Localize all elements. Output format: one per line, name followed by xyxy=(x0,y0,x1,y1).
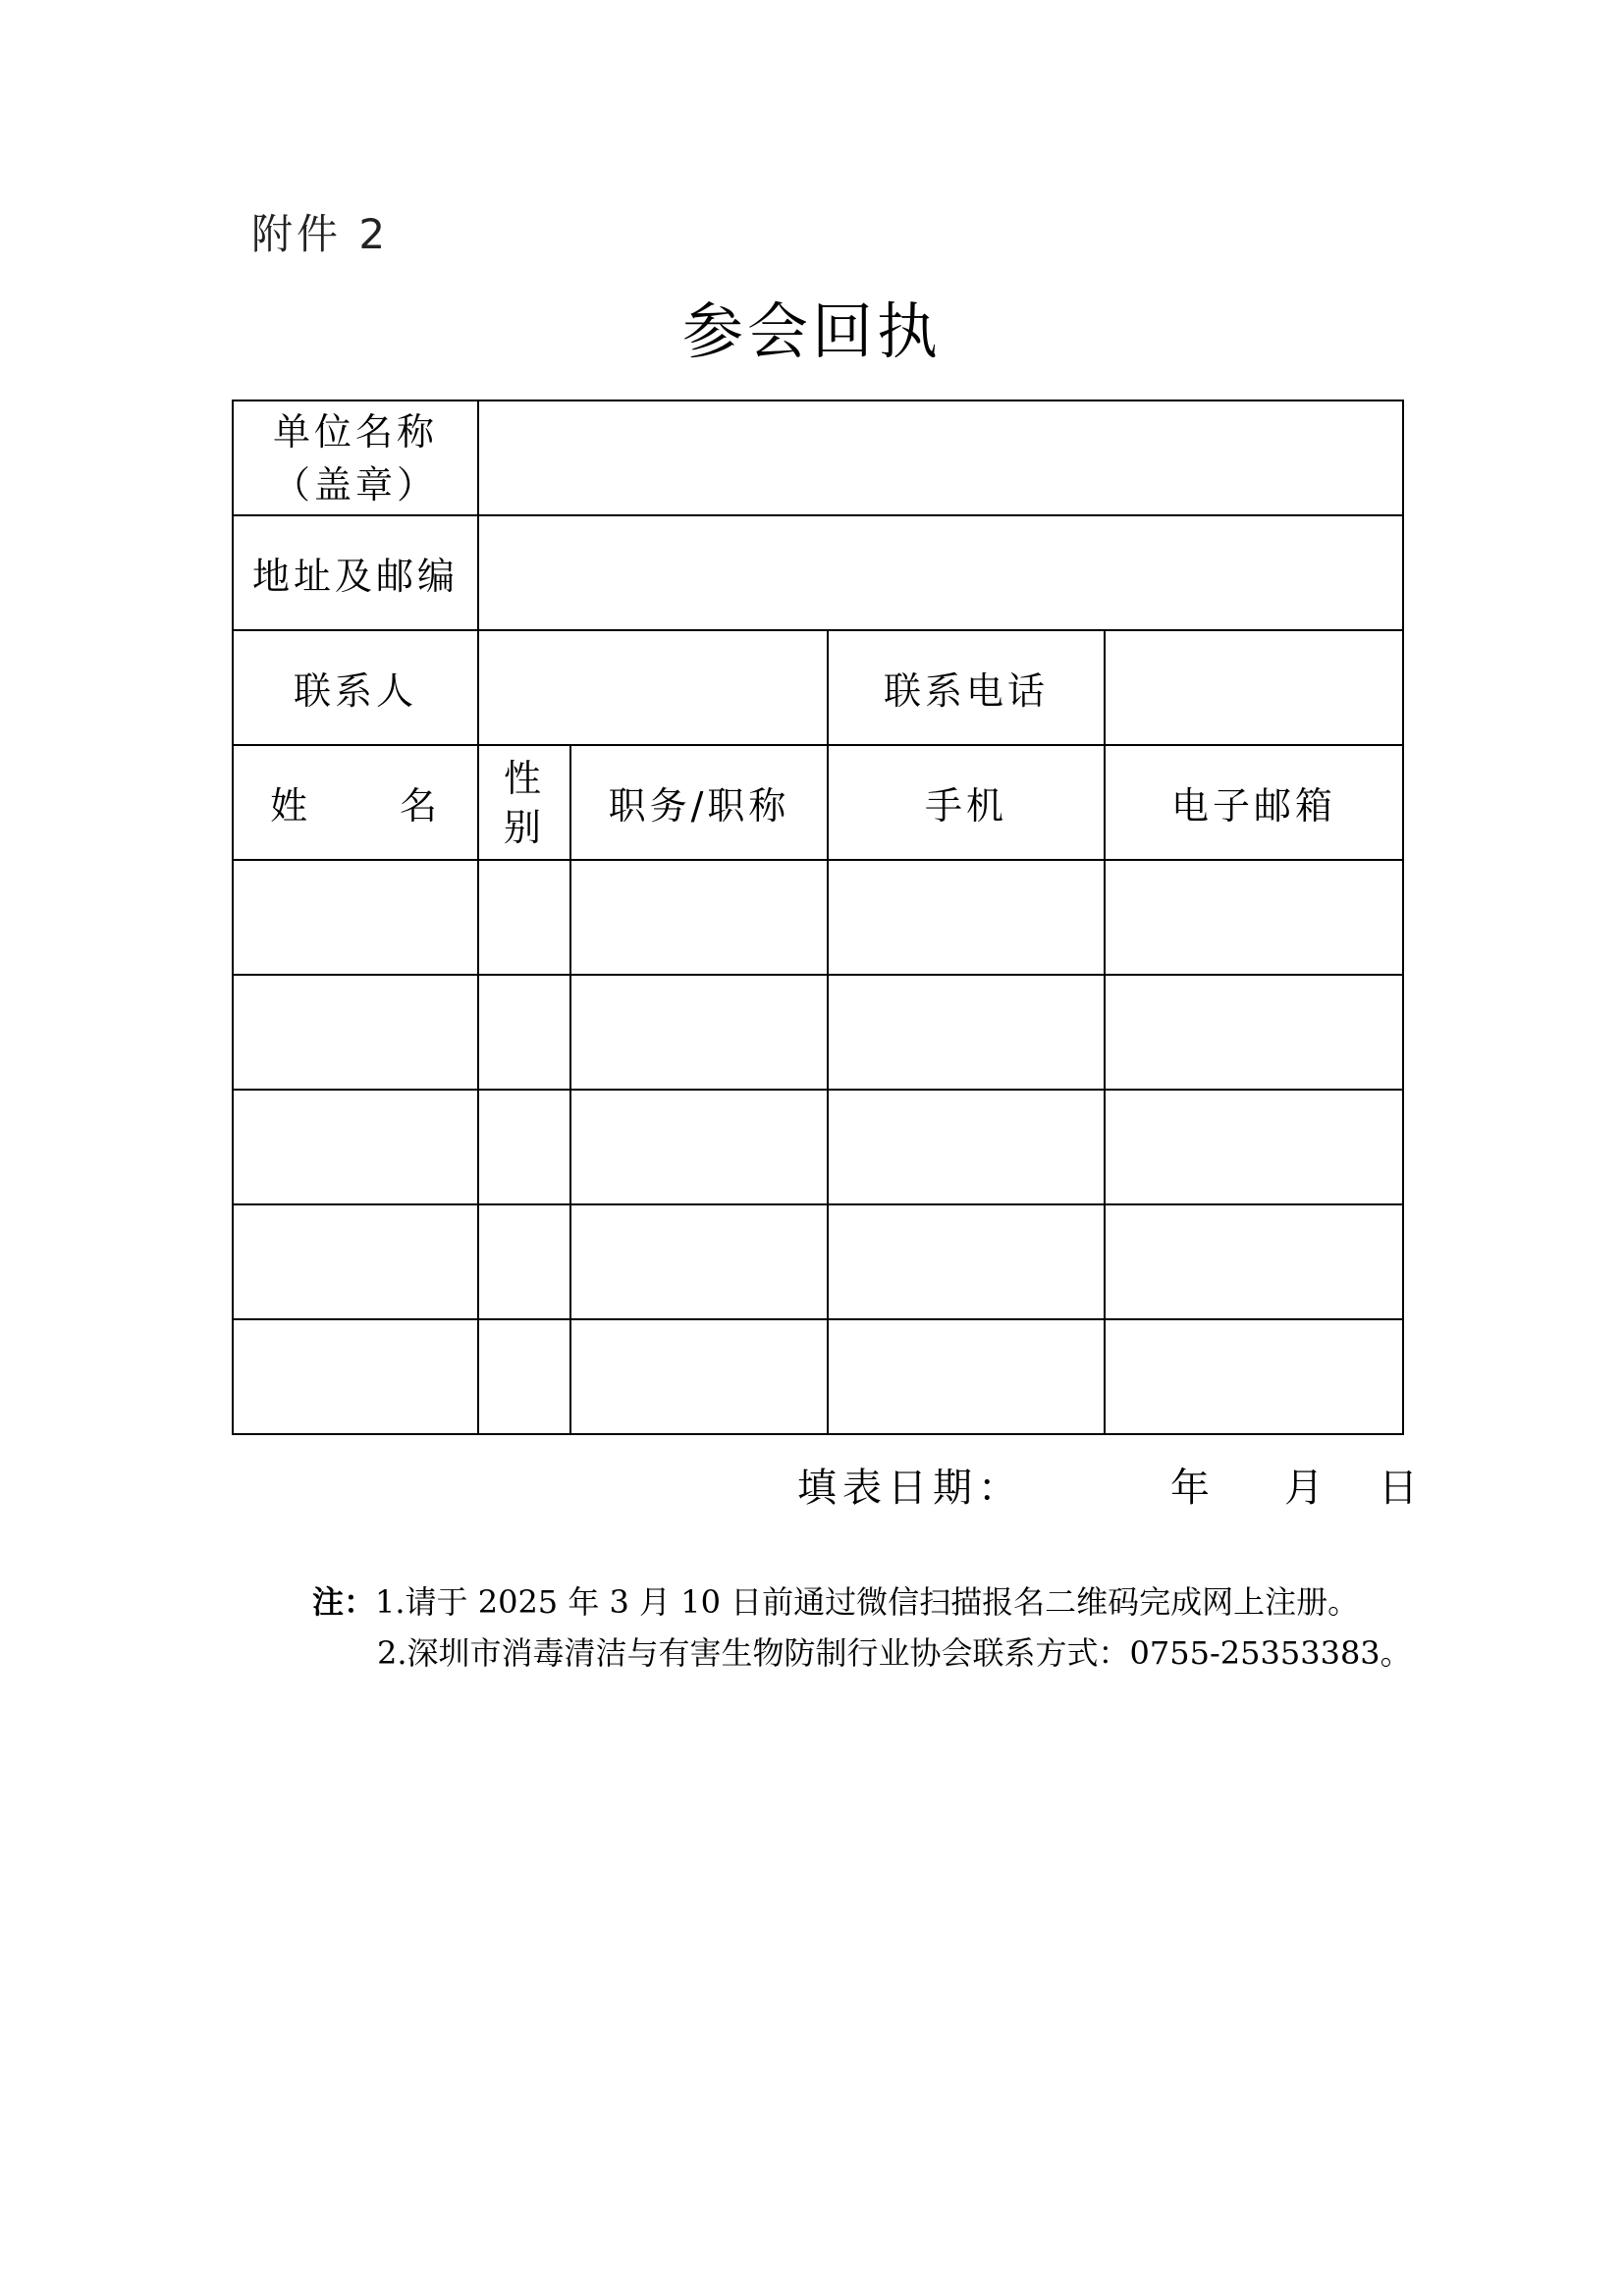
attendee-mobile-cell[interactable] xyxy=(828,860,1105,975)
attendee-name-cell[interactable] xyxy=(233,1319,478,1434)
unit-name-label-line2: （盖章） xyxy=(272,462,438,507)
attendee-gender-cell[interactable] xyxy=(478,1319,570,1434)
attendee-email-cell[interactable] xyxy=(1105,975,1403,1090)
fill-date-year: 年 xyxy=(1170,1466,1216,1511)
column-header-name-char2: 名 xyxy=(400,784,442,828)
attendee-row xyxy=(233,1319,1403,1434)
address-field[interactable] xyxy=(478,515,1403,630)
attendee-position-cell[interactable] xyxy=(570,860,828,975)
attendee-row xyxy=(233,860,1403,975)
attendee-row xyxy=(233,1090,1403,1204)
unit-name-field[interactable] xyxy=(478,400,1403,515)
fill-date-label: 填表日期： xyxy=(797,1466,1023,1511)
attendee-mobile-cell[interactable] xyxy=(828,1090,1105,1204)
attendee-email-cell[interactable] xyxy=(1105,1319,1403,1434)
note-line-1 xyxy=(312,1576,1412,1628)
column-header-name-char1: 姓 xyxy=(269,784,311,828)
fill-date-day: 日 xyxy=(1379,1466,1424,1511)
note-2-text: 2.深圳市消毒清洁与有害生物防制行业协会联系方式：0755-25353383。 xyxy=(377,1634,1412,1672)
fill-date-month: 月 xyxy=(1284,1466,1329,1511)
attendee-row xyxy=(233,1204,1403,1319)
attendee-gender-cell[interactable] xyxy=(478,975,570,1090)
attendee-position-cell[interactable] xyxy=(570,1204,828,1319)
unit-name-label xyxy=(233,400,478,515)
attendee-gender-cell[interactable] xyxy=(478,1204,570,1319)
attendee-name-cell[interactable] xyxy=(233,1090,478,1204)
note-line-2 xyxy=(312,1628,1412,1679)
note-1-text: 1.请于 2025 年 3 月 10 日前通过微信扫描报名二维码完成网上注册。 xyxy=(375,1583,1360,1621)
contact-person-field[interactable] xyxy=(478,630,828,745)
notes-section xyxy=(312,1576,1412,1679)
attendee-position-cell[interactable] xyxy=(570,1319,828,1434)
contact-phone-field[interactable] xyxy=(1105,630,1403,745)
attendee-header-row xyxy=(233,745,1403,860)
column-header-mobile: 手机 xyxy=(828,745,1105,860)
registration-form-table xyxy=(232,400,1404,1435)
attendee-email-cell[interactable] xyxy=(1105,1090,1403,1204)
attendee-position-cell[interactable] xyxy=(570,1090,828,1204)
unit-name-label-line1: 单位名称 xyxy=(272,409,438,454)
contact-person-label: 联系人 xyxy=(233,630,478,745)
attendee-gender-cell[interactable] xyxy=(478,860,570,975)
attendee-mobile-cell[interactable] xyxy=(828,1204,1105,1319)
column-header-email: 电子邮箱 xyxy=(1105,745,1403,860)
address-label: 地址及邮编 xyxy=(233,515,478,630)
attachment-label: 附件 2 xyxy=(251,210,390,258)
attendee-mobile-cell[interactable] xyxy=(828,975,1105,1090)
notes-label: 注： xyxy=(312,1583,376,1621)
contact-row xyxy=(233,630,1403,745)
page-title: 参会回执 xyxy=(681,295,942,367)
column-header-gender xyxy=(478,745,570,860)
attendee-position-cell[interactable] xyxy=(570,975,828,1090)
fill-date-line xyxy=(797,1457,1424,1513)
attendee-mobile-cell[interactable] xyxy=(828,1319,1105,1434)
attendee-name-cell[interactable] xyxy=(233,975,478,1090)
address-row xyxy=(233,515,1403,630)
attendee-name-cell[interactable] xyxy=(233,1204,478,1319)
column-header-gender-char1: 性 xyxy=(503,756,545,800)
attendee-email-cell[interactable] xyxy=(1105,1204,1403,1319)
attendee-row xyxy=(233,975,1403,1090)
column-header-position: 职务/职称 xyxy=(570,745,828,860)
contact-phone-label: 联系电话 xyxy=(828,630,1105,745)
attendee-name-cell[interactable] xyxy=(233,860,478,975)
attendee-gender-cell[interactable] xyxy=(478,1090,570,1204)
column-header-name xyxy=(233,745,478,860)
unit-name-row xyxy=(233,400,1403,515)
column-header-gender-char2: 别 xyxy=(503,805,545,849)
attendee-email-cell[interactable] xyxy=(1105,860,1403,975)
